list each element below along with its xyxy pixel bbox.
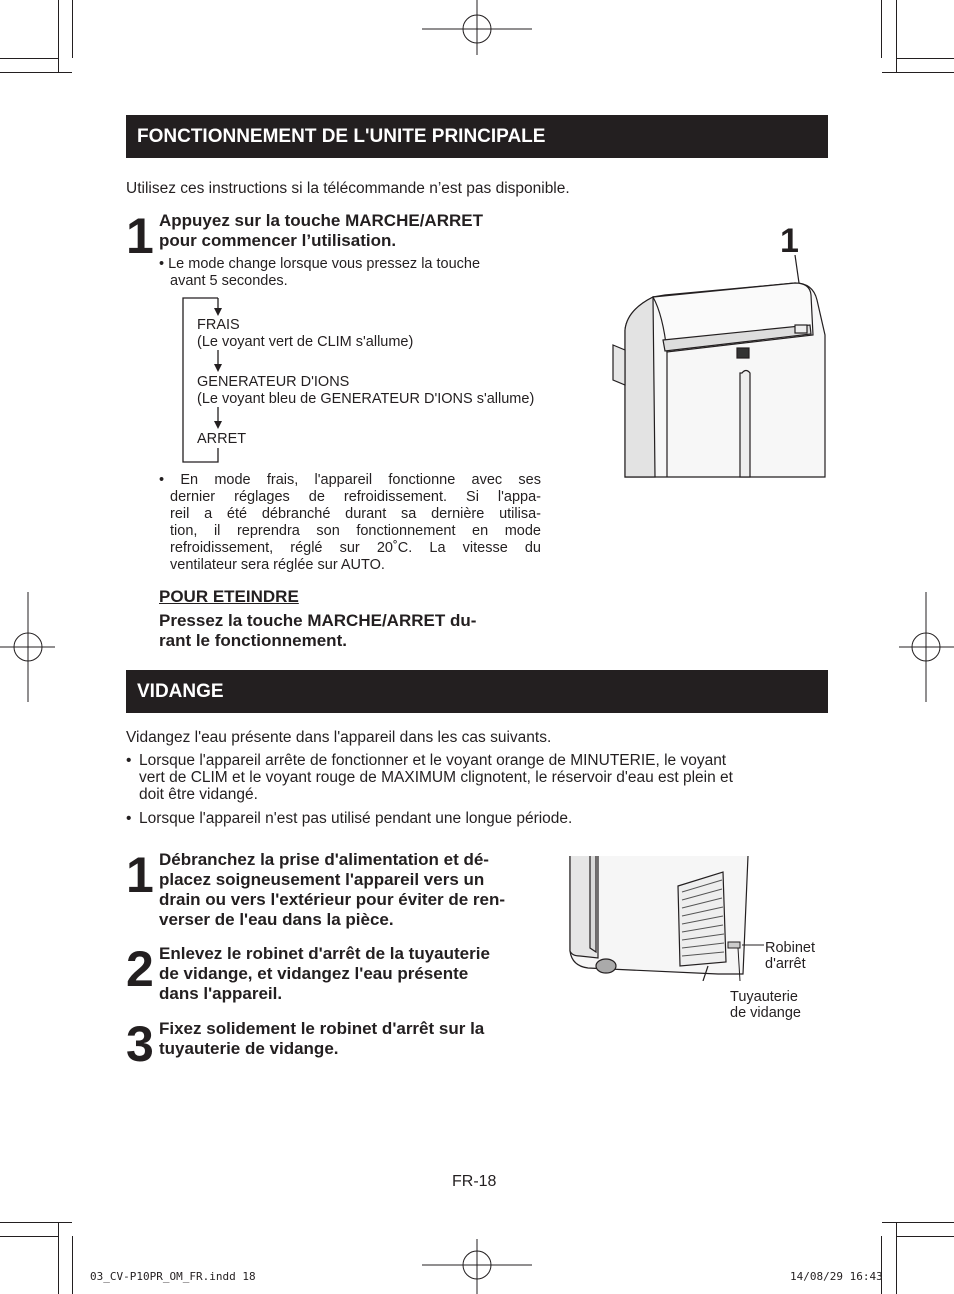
figure-label: 1 <box>780 222 799 260</box>
air-conditioner-illustration <box>605 255 830 480</box>
label-tuyauterie: Tuyauterie de vidange <box>730 989 801 1021</box>
case-bullet-2: • Lorsque l'appareil n'est pas utilisé pendant une longue période. <box>126 810 573 827</box>
off-instruction: Pressez la touche MARCHE/ARRET du- rant le fonctionnement. <box>159 611 477 650</box>
case-bullet-1: • Lorsque l'appareil arrête de fonctionner et le voyant orange de MINUTERIE, le voyant vert de CLIM et le voyant rouge de MAXIMUM clignotent, le réservoir d'eau est plein et doit être vidangé. <box>126 752 733 803</box>
step-number: 3 <box>126 1016 152 1072</box>
step-heading: Appuyez sur la touche MARCHE/ARRET pour commencer l’utilisation. <box>159 211 483 250</box>
section-intro: Utilisez ces instructions si la télécommande n’est pas disponible. <box>126 180 570 197</box>
off-title: POUR ETEINDRE <box>159 587 299 606</box>
mode-arret: ARRET <box>197 431 247 447</box>
print-date: 14/08/29 16:43 <box>790 1270 883 1283</box>
drain-illustration <box>568 856 768 981</box>
label-robinet: Robinet d'arrêt <box>765 940 815 972</box>
bullet-cool-mode: • En mode frais, l'appareil fonctionne avec ses dernier réglages de refroidissement. Si l'appa- reil a été débranché durant sa dernière utilisa- tion, il reprendra son fonctionnement en mode refroidissement, réglé sur 20˚C. La vitesse du ventilateur sera réglée sur AUTO. <box>159 472 541 573</box>
step-number: 1 <box>126 847 152 903</box>
step-number: 1 <box>126 208 152 264</box>
drain-step-3: Fixez solidement le robinet d'arrêt sur la tuyauterie de vidange. <box>159 1019 485 1058</box>
section-title-bar: FONCTIONNEMENT DE L'UNITE PRINCIPALE <box>126 115 828 158</box>
mode-ions: GENERATEUR D'IONS (Le voyant bleu de GENERATEUR D'IONS s'allume) <box>197 374 535 407</box>
page-number: FR-18 <box>452 1173 497 1190</box>
vidange-intro: Vidangez l'eau présente dans l'appareil dans les cas suivants. <box>126 729 552 746</box>
drain-step-1: Débranchez la prise d'alimentation et dé- placez soigneusement l'appareil vers un drain ou vers l'extérieur pour éviter de ren- verser de l'eau dans la pièce. <box>159 850 506 929</box>
section-title-bar-vidange: VIDANGE <box>126 670 828 713</box>
step-number: 2 <box>126 941 152 997</box>
file-slug: 03_CV-P10PR_OM_FR.indd 18 <box>90 1270 256 1283</box>
mode-frais: FRAIS (Le voyant vert de CLIM s'allume) <box>197 317 414 350</box>
bullet-mode-change: • Le mode change lorsque vous pressez la touche avant 5 secondes. <box>159 256 481 289</box>
drain-step-2: Enlevez le robinet d'arrêt de la tuyauterie de vidange, et vidangez l'eau présente dans l'appareil. <box>159 944 490 1003</box>
